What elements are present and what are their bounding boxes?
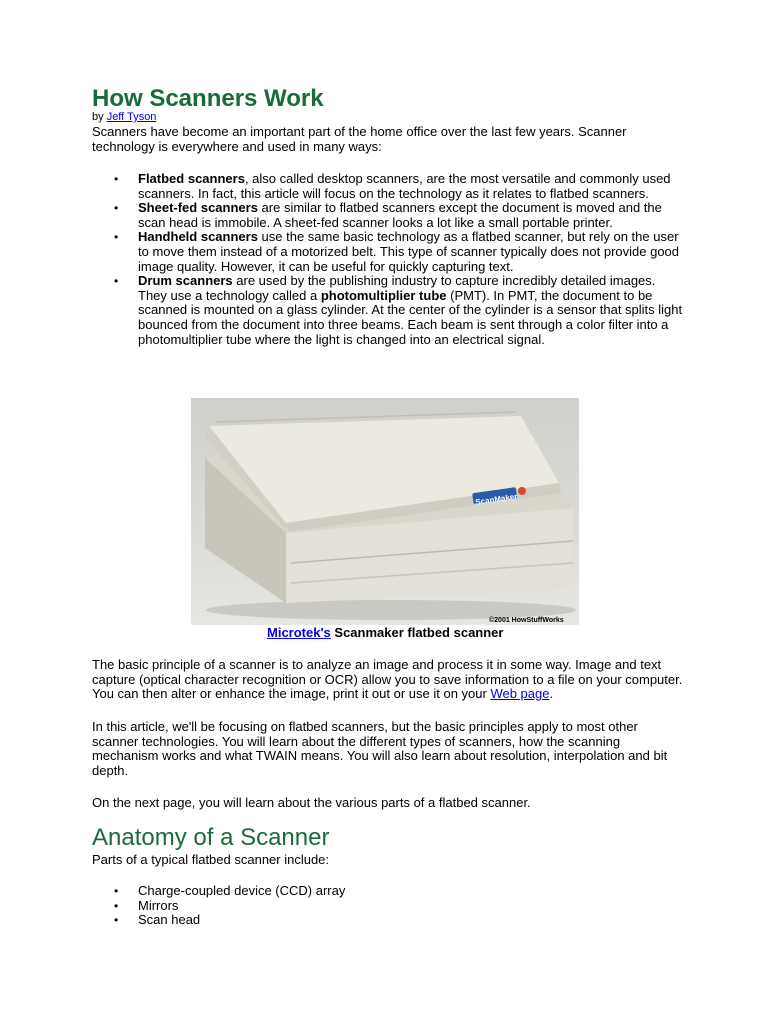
bullet-glyph: • [114,230,119,245]
byline-prefix: by [92,111,107,123]
list-item-text: use the same basic technology as a flatbed scanner, but rely on the user to move them instead of a motorized belt. This type of scanner typically does not provide good image quality. However, it can be useful for quickly capturing text. [138,229,680,274]
bullet-glyph: • [114,913,119,928]
list-item-text: Charge-coupled device (CCD) array [138,883,346,898]
list-item [92,201,684,230]
list-item-text: are used by the publishing industry to capture incredibly detailed images. They use a technology called a [138,273,656,303]
section-heading: Anatomy of a Scanner [92,824,330,851]
list-item-term: Flatbed scanners [138,171,245,186]
page-title: How Scanners Work [92,85,324,112]
focus-paragraph: In this article, we'll be focusing on flatbed scanners, but the basic principles apply to most other scanner technologies. You will learn about the different types of scanners, how the scanning mechanism works and what TWAIN means. You will also learn about resolution, interpolation and bit depth. [92,719,668,778]
list-item-text: are similar to flatbed scanners except the document is moved and the scan head is immobile. A sheet-fed scanner looks a lot like a small portable printer. [138,200,662,230]
next-page-paragraph: On the next page, you will learn about the various parts of a flatbed scanner. [92,795,531,810]
author-link[interactable]: Jeff Tyson [106,111,157,123]
scanner-types-list [92,172,684,347]
photo-caption [267,625,503,640]
list-item [92,274,684,347]
intro-paragraph: Scanners have become an important part of the home office over the last few years. Scanner technology is everywhere and used in many ways: [92,124,627,154]
caption-text: Scanmaker flatbed scanner [330,625,504,640]
microtek-link[interactable]: Microtek's [267,625,331,640]
photo-copyright: ©2001 HowStuffWorks [489,617,564,624]
list-item-text: Mirrors [138,897,179,913]
list-item-text: Scan head [138,912,201,928]
list-item-bold-term: photomultiplier tube [320,287,447,303]
scanner-parts-list [92,884,684,928]
byline [92,110,156,124]
bullet-glyph: • [114,201,119,216]
list-item-term: Drum scanners [138,273,233,289]
scanner-photo [191,398,579,625]
list-item-text: , also called desktop scanners, are the most versatile and commonly used scanners. In fact, this article will focus on the technology as it relates to flatbed scanners. [138,171,671,201]
principle-paragraph [92,658,692,702]
list-item [92,172,684,201]
principle-text: The basic principle of a scanner is to analyze an image and process it in some way. Image and text capture (optical character recognition or OCR) allow you to save information to a file on your computer. You can then alter or enhance the image, print it out or use it on your [92,657,683,702]
web-page-link[interactable]: Web page [490,686,550,702]
list-item [92,899,684,914]
list-item-term: Sheet-fed scanners [138,200,258,216]
anatomy-intro: Parts of a typical flatbed scanner include: [92,852,330,867]
bullet-glyph: • [114,898,119,913]
scanner-brand-label: ScanMaker [474,492,518,507]
bullet-glyph: • [114,172,119,186]
list-item [92,913,684,928]
bullet-glyph: • [114,884,119,898]
bullet-glyph: • [114,274,119,289]
list-item [92,230,684,274]
list-item-term: Handheld scanners [138,229,258,245]
list-item [92,884,684,899]
principle-end: . [549,686,554,702]
list-item-text: (PMT). In PMT, the document to be scanned is mounted on a glass cylinder. At the center of the cylinder is a sensor that splits light bounced from the document into three beams. Each beam is sent through a color filter into a photomultiplier tube where the light is changed into an electrical signal. [138,287,683,347]
